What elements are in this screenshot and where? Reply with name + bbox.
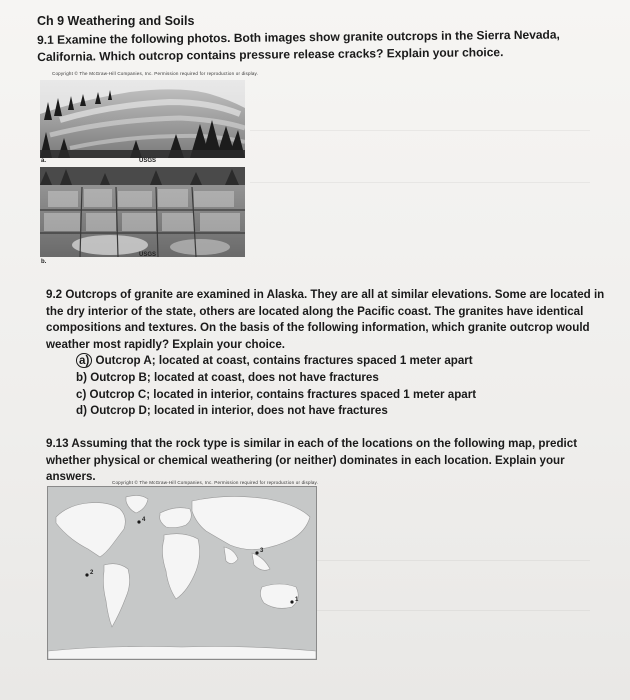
- question-9-13: [46, 436, 606, 486]
- option-a-mark: a): [76, 353, 92, 368]
- show-through-line: [250, 182, 590, 183]
- location-1-marker: [290, 600, 293, 603]
- world-map: [47, 486, 317, 660]
- photo-b-jointed-granite: [40, 167, 245, 257]
- question-number: 9.1: [37, 32, 54, 47]
- photo-a-granite-dome: [40, 80, 245, 158]
- option-c-mark: c): [76, 387, 87, 401]
- option-a: [46, 353, 611, 370]
- option-c-text: Outcrop C; located in interior, contains fractures spaced 1 meter apart: [89, 387, 477, 401]
- question-text: Outcrops of granite are examined in Alaska. They are all at similar elevations. Some are located in the dry interior of the state, others are located along the Pacific coast. The granites have identical compositions and textures. On the basis of the following information, which granite outcrop would weather most rapidly? Explain your choice.: [46, 288, 605, 351]
- question-9-2: [46, 287, 611, 420]
- photo-b-label: b.: [41, 259, 47, 265]
- photo-a-image: [40, 80, 245, 158]
- option-b: [46, 370, 611, 387]
- photo-credit: Copyright © The McGraw-Hill Companies, Inc. Permission required for reproduction or display.: [52, 71, 259, 76]
- show-through-line: [250, 130, 590, 131]
- map-credit: Copyright © The McGraw-Hill Companies, Inc. Permission required for reproduction or display.: [112, 480, 319, 485]
- photo-a-source: USGS: [139, 158, 157, 164]
- question-number: 9.2: [46, 288, 63, 301]
- photo-b-source: USGS: [139, 252, 157, 258]
- photo-b-image: [40, 167, 245, 257]
- option-d: [46, 403, 611, 420]
- option-b-text: Outcrop B; located at coast, does not have fractures: [90, 370, 379, 384]
- chapter-title: Ch 9 Weathering and Soils: [37, 14, 195, 28]
- question-text: Assuming that the rock type is similar in each of the locations on the following map, predict whether physical or chemical weathering (or neither) dominates in each location. Explain your answers.: [46, 437, 578, 484]
- location-4-marker: [137, 520, 140, 523]
- location-3-marker: [255, 551, 258, 554]
- option-b-mark: b): [76, 370, 87, 384]
- location-3-label: 3: [260, 548, 264, 554]
- photo-a-label: a.: [41, 158, 47, 164]
- question-9-1: [37, 26, 597, 66]
- location-1-label: 1: [295, 597, 299, 603]
- location-2-label: 2: [90, 570, 94, 576]
- question-number: 9.13: [46, 437, 69, 450]
- option-d-mark: d): [76, 404, 87, 418]
- question-text: Examine the following photos. Both images show granite outcrops in the Sierra Nevada, California. Which outcrop contains pressure release cracks? Explain your choice.: [37, 27, 560, 64]
- location-4-label: 4: [142, 517, 146, 523]
- option-c: [46, 387, 611, 404]
- location-2-marker: [85, 573, 88, 576]
- world-map-image: [48, 487, 316, 659]
- option-a-text: Outcrop A; located at coast, contains fractures spaced 1 meter apart: [95, 354, 473, 368]
- option-d-text: Outcrop D; located in interior, does not have fractures: [90, 404, 388, 418]
